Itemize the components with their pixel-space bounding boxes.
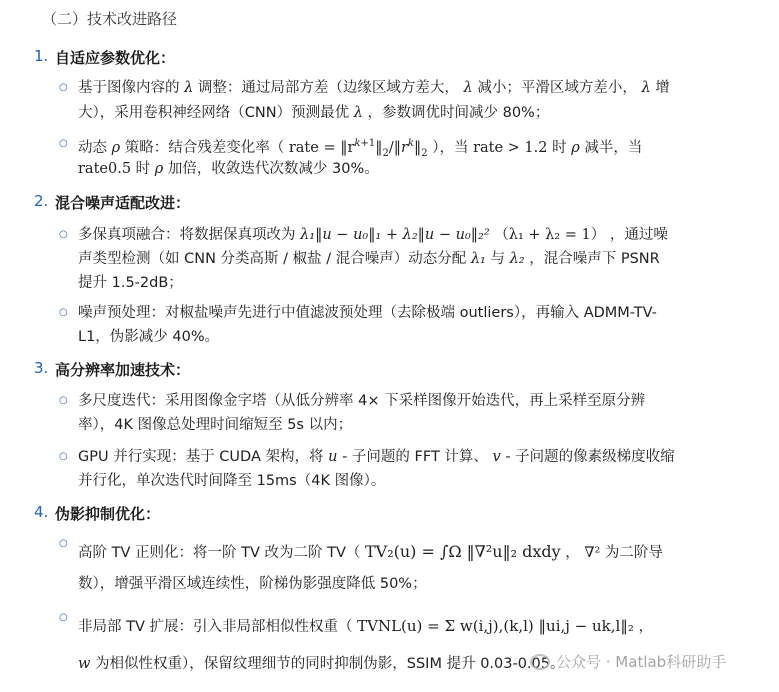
text: 调整：通过局部方差（边缘区域方差大， xyxy=(197,80,459,96)
bullet-line xyxy=(78,271,183,295)
math-lambda: λ xyxy=(641,80,651,96)
text: 多保真项融合：将数据保真项改为 xyxy=(78,227,296,243)
math-rho: ρ xyxy=(571,139,580,156)
text: 时 xyxy=(552,139,567,156)
math-rate-gt: rate > 1.2 xyxy=(473,139,548,156)
list-number: 3. xyxy=(34,359,49,377)
text: 多尺度迭代：采用图像金字塔（从低分辨率 4× 下采样图像开始迭代，再上采样至原分辨 xyxy=(78,393,646,409)
math-lambda2: λ₂ xyxy=(509,251,525,267)
math-rate-formula: rate = $‖r^{k+1}‖_2/‖r^k‖_2$ xyxy=(288,138,428,159)
watermark-text: 公众号 · Matlab科研助手 xyxy=(556,653,727,671)
bullet-line xyxy=(78,223,668,247)
bullet-line xyxy=(78,101,549,125)
math-v: v xyxy=(492,449,501,465)
text: 加倍，收敛迭代次数减少 30%。 xyxy=(167,161,379,177)
list-number: 4. xyxy=(34,503,49,521)
text: 增 xyxy=(655,80,670,96)
math-rho: ρ xyxy=(111,139,121,156)
bullet-line xyxy=(78,157,379,181)
text: 基于图像内容的 xyxy=(78,80,180,96)
math-text: rate = ‖r xyxy=(288,139,355,156)
math-lambda: λ xyxy=(353,105,363,121)
list-title: 混合噪声适配改进： xyxy=(55,194,191,212)
math-tv2: TV₂(u) = ∫Ω ‖∇²u‖₂ dxdy xyxy=(364,542,561,561)
text: ，通过噪 xyxy=(609,227,668,243)
text: 时 xyxy=(135,161,151,177)
text: 率），4K 图像总处理时间缩短至 5s 以内； xyxy=(78,417,353,433)
text: 高阶 TV 正则化：将一阶 TV 改为二阶 TV（ xyxy=(78,545,361,561)
text: 数），增强平滑区域连续性，阶梯伪影强度降低 50%； xyxy=(78,576,427,592)
text: 为相似性权重），保留纹理细节的同时抑制伪影，SSIM 提升 0.03-0.05。 xyxy=(95,656,565,672)
math-tvnl: TVNL(u) = Σ w(i,j),(k,l) ‖ui,j − uk,l‖₂ xyxy=(357,617,634,635)
text: ， xyxy=(638,619,653,635)
bullet-line xyxy=(78,572,427,596)
math-fidelity: λ₁‖u − u₀‖₁ + λ₂‖u − u₀‖₂² xyxy=(300,227,490,243)
section-heading: （二）技术改进路径 xyxy=(42,10,178,28)
text: L1，伪影减少 40%。 xyxy=(78,329,220,345)
text: 并行化，单次迭代时间降至 15ms（4K 图像）。 xyxy=(78,473,386,489)
text: 动态 xyxy=(78,139,107,156)
math-lambda-sum: （λ₁ + λ₂ = 1） xyxy=(494,227,606,243)
math-lambda: λ xyxy=(184,80,194,96)
text: 非局部 TV 扩展：引入非局部相似性权重（ xyxy=(78,619,353,635)
text: 噪声预处理：对椒盐噪声先进行中值滤波预处理（去除极端 outliers），再输入 ADMM-TV- xyxy=(78,305,657,321)
text: - 子问题的 FFT 计算、 xyxy=(342,449,488,465)
bullet-line xyxy=(78,389,645,413)
math-w: w xyxy=(78,656,91,672)
bullet-icon: ○ xyxy=(59,229,68,240)
bullet-line xyxy=(78,76,670,100)
text: 声类型检测（如 CNN 分类高斯 / 椒盐 / 混合噪声）动态分配 xyxy=(78,251,467,267)
math-lambda1: λ₁ xyxy=(470,251,486,267)
math-rho: ρ xyxy=(154,161,164,177)
list-title: 伪影抑制优化： xyxy=(55,505,161,523)
text: ，参数调优时间减少 80%； xyxy=(367,105,550,121)
text: ，混合噪声下 PSNR xyxy=(529,251,660,267)
math-nabla2: ∇² xyxy=(584,545,601,561)
bullet-line xyxy=(78,325,219,349)
bullet-line xyxy=(78,445,675,469)
watermark xyxy=(530,651,726,672)
bullet-line xyxy=(78,540,663,565)
bullet-icon: ○ xyxy=(59,82,68,93)
bullet-icon: ○ xyxy=(59,395,68,406)
math-lambda: λ xyxy=(463,80,473,96)
text: 与 xyxy=(490,251,505,267)
list-number: 1. xyxy=(34,47,49,65)
wechat-logo-icon xyxy=(530,654,550,670)
text: ），当 xyxy=(432,139,469,156)
text: 为二阶导 xyxy=(604,545,663,561)
text: 大），采用卷积神经网络（CNN）预测最优 xyxy=(78,105,350,121)
text: ， xyxy=(565,545,580,561)
bullet-line xyxy=(78,652,565,676)
bullet-icon: ○ xyxy=(59,538,68,549)
bullet-line xyxy=(78,614,653,639)
text: 策略：结合残差变化率（ xyxy=(124,139,285,156)
text: 减小；平滑区域方差小， xyxy=(477,80,637,96)
list-title: 高分辨率加速技术： xyxy=(55,361,191,379)
text: GPU 并行实现：基于 CUDA 架构，将 xyxy=(78,449,324,465)
bullet-icon: ○ xyxy=(59,138,68,149)
bullet-line xyxy=(78,413,352,437)
text: 减半，当 xyxy=(584,139,643,156)
text: 提升 1.5-2dB； xyxy=(78,275,183,291)
bullet-line xyxy=(78,469,385,493)
list-number: 2. xyxy=(34,192,49,210)
bullet-icon: ○ xyxy=(59,307,68,318)
text: - 子问题的像素级梯度收缩 xyxy=(505,449,675,465)
bullet-line xyxy=(78,247,660,271)
bullet-icon: ○ xyxy=(59,612,68,623)
bullet-icon: ○ xyxy=(59,451,68,462)
bullet-line xyxy=(78,301,657,325)
math-u: u xyxy=(328,449,338,465)
math-rate: rate0.5 xyxy=(78,161,132,177)
list-title: 自适应参数优化： xyxy=(55,49,176,67)
